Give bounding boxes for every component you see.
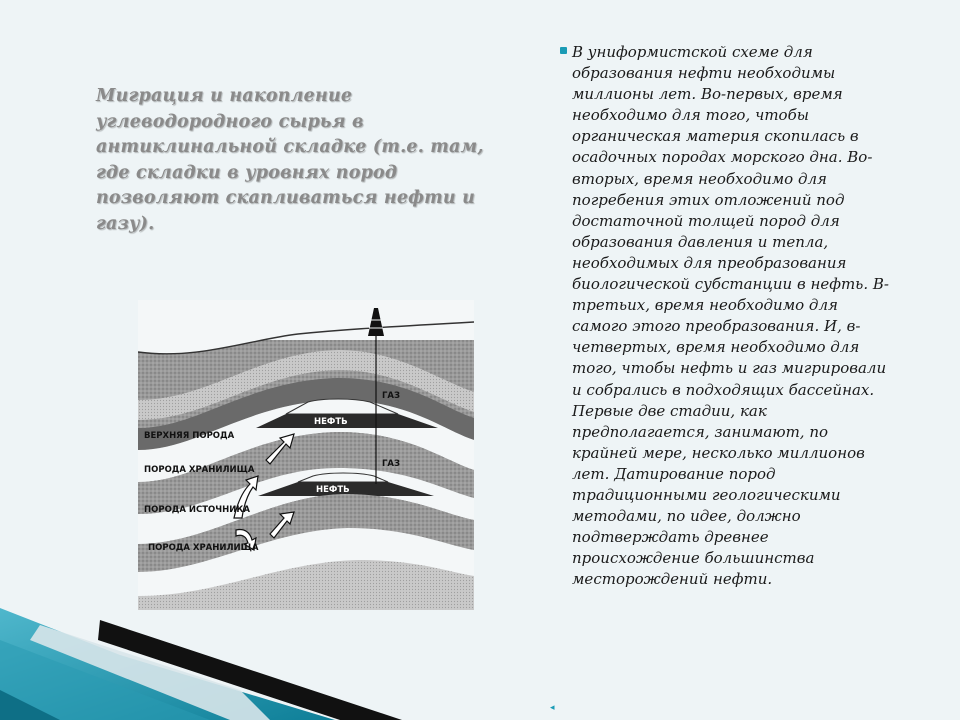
slide-nav-arrow-icon[interactable]: ◂ [550,703,555,713]
label-oil-lower: НЕФТЬ [316,485,350,495]
label-reservoir-rock-1: ПОРОДА ХРАНИЛИЩА [144,465,255,475]
slide-body-text [572,42,892,590]
label-oil-upper: НЕФТЬ [314,417,348,427]
body-paragraph: В униформистской схеме для образования нефти необходимы миллионы лет. Во-первых, время необходимо для того, чтобы органическая материя скопилась в осадочных породах морского дна. Во-вторых, время необходимо для погребения этих отложений под достаточной толщей пород для образования давления и тепла, необходимых для преобразования биологической субстанции в нефть. В-третьих, время необходимо для самого этого преобразования. И, в-четвертых, время необходимо для того, чтобы нефть и газ мигрировали и собрались в подходящих бассейнах. Первые две стадии, как предполагается, занимают, по крайней мере, несколько миллионов лет. Датирование пород традиционными геологическими методами, по идее, должно подтверждать древнее происхождение большинства месторождений нефти. [572,43,889,589]
label-source-rock: ПОРОДА ИСТОЧНИКА [144,505,250,515]
label-reservoir-rock-2: ПОРОДА ХРАНИЛИЩА [148,543,259,553]
label-top-rock: ВЕРХНЯЯ ПОРОДА [144,431,235,441]
label-gas-upper: ГАЗ [382,391,401,401]
anticline-diagram [138,300,474,610]
slide-caption: Миграция и накопление углеводородного сырья в антиклинальной складке (т.е. там, где складки в уровнях пород позволяют скапливаться нефти и газу). [96,86,484,234]
label-gas-lower: ГАЗ [382,459,401,469]
bullet-icon [560,47,567,54]
anticline-diagram-svg [138,300,474,610]
